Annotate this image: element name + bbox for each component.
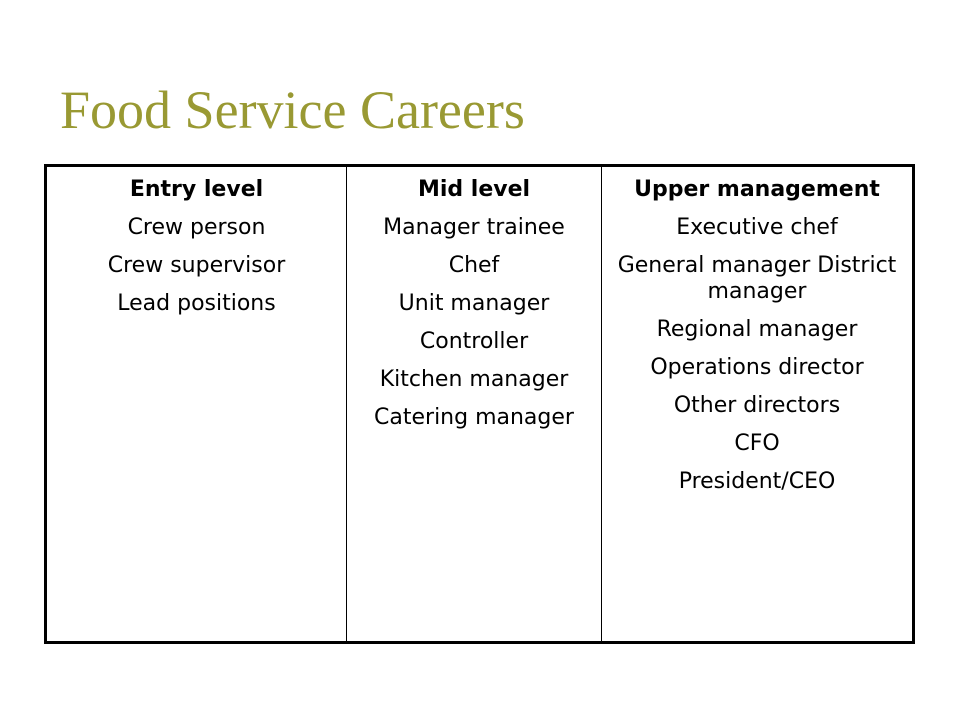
- list-item: President/CEO: [678, 469, 836, 494]
- list-item: Other directors: [673, 393, 841, 418]
- upper-management-list: [602, 215, 912, 495]
- list-item: Operations director: [650, 355, 864, 380]
- list-item: Kitchen manager: [379, 367, 569, 392]
- list-item: Unit manager: [398, 291, 550, 316]
- column-header-mid-level: Mid level: [417, 177, 531, 202]
- column-mid-level: [347, 167, 602, 641]
- column-upper-management: [602, 167, 912, 641]
- mid-level-list: [347, 215, 601, 431]
- list-item: CFO: [734, 431, 780, 456]
- list-item: Lead positions: [117, 291, 276, 316]
- column-header-entry-level: Entry level: [129, 177, 264, 202]
- column-entry-level: [47, 167, 347, 641]
- list-item: Catering manager: [374, 405, 574, 430]
- column-header-upper-management: Upper management: [634, 177, 880, 202]
- careers-table: [44, 164, 915, 644]
- list-item: Regional manager: [656, 317, 858, 342]
- list-item: Manager trainee: [383, 215, 565, 240]
- list-item: Crew supervisor: [107, 253, 286, 278]
- slide-title: Food Service Careers: [60, 80, 525, 140]
- entry-level-list: [47, 215, 346, 317]
- list-item: Crew person: [127, 215, 266, 240]
- list-item: Controller: [419, 329, 529, 354]
- list-item: General manager District manager: [617, 253, 897, 304]
- list-item: Executive chef: [676, 215, 838, 240]
- list-item: Chef: [448, 253, 500, 278]
